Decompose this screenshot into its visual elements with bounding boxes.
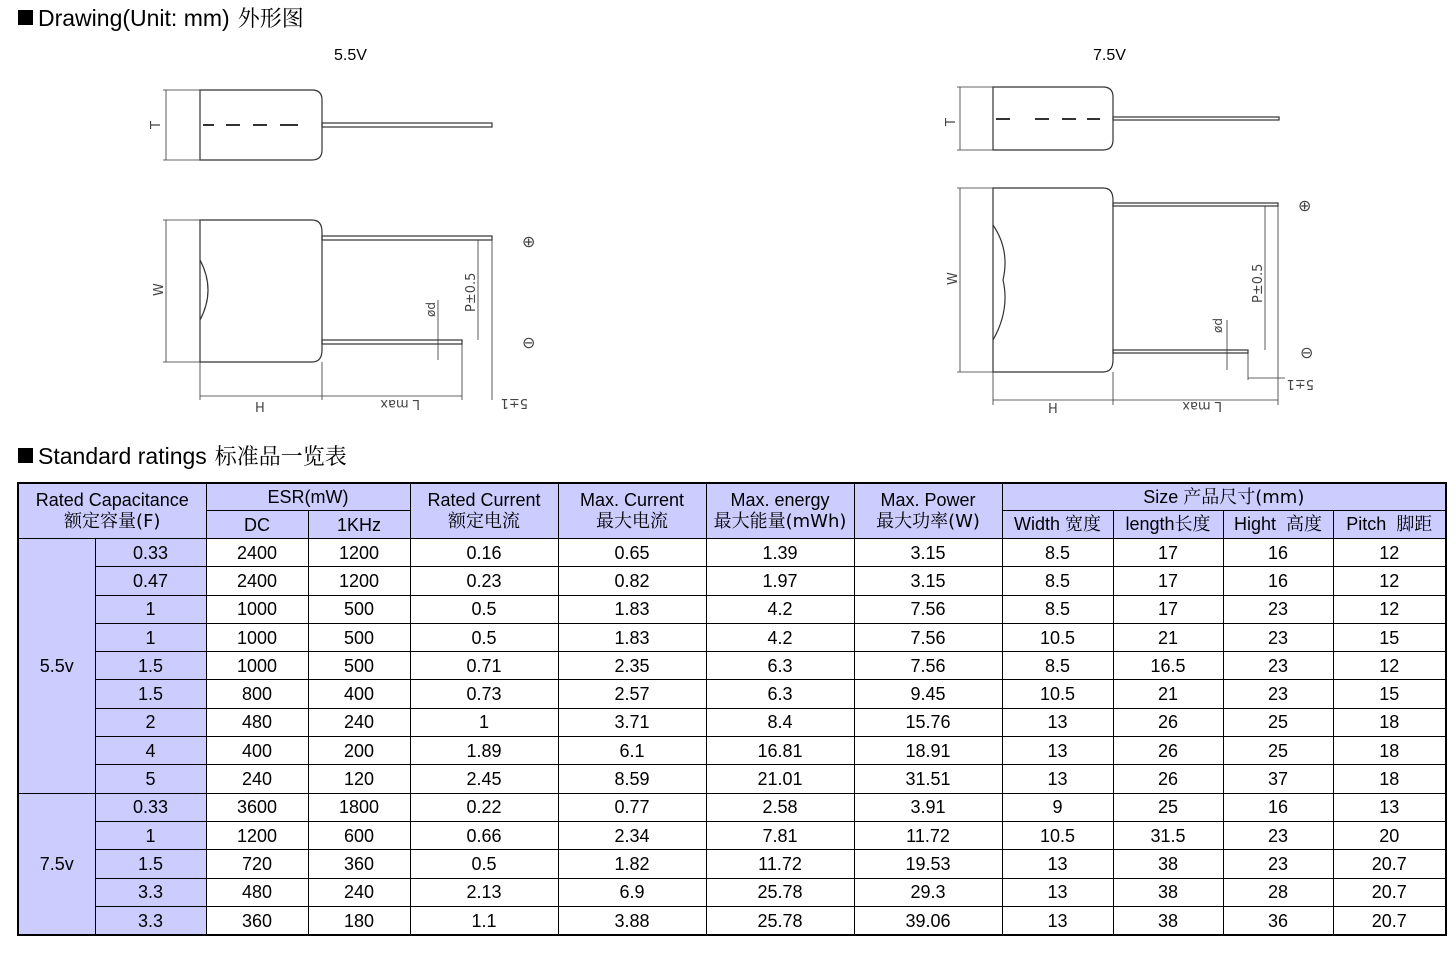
header-max-power-cn: 最大功率(W) <box>876 511 980 532</box>
drawing-7v5-od-label: ød <box>1211 318 1225 333</box>
header-esr-1khz: 1KHz <box>308 511 410 539</box>
table-cell: 7.56 <box>854 595 1002 623</box>
table-cell: 25 <box>1113 793 1223 821</box>
table-cell: 38 <box>1113 878 1223 906</box>
capacitance-cell: 3.3 <box>95 878 206 906</box>
table-cell: 7.81 <box>706 821 854 849</box>
table-cell: 9 <box>1002 793 1113 821</box>
table-cell: 15.76 <box>854 708 1002 736</box>
table-cell: 26 <box>1113 765 1223 793</box>
table-cell: 360 <box>206 906 308 935</box>
table-cell: 1000 <box>206 652 308 680</box>
table-cell: 1200 <box>308 539 410 567</box>
table-cell: 7.56 <box>854 623 1002 651</box>
table-cell: 20 <box>1333 821 1446 849</box>
table-cell: 19.53 <box>854 850 1002 878</box>
table-cell: 2.13 <box>410 878 558 906</box>
table-cell: 11.72 <box>706 850 854 878</box>
header-width-en: Width <box>1014 514 1061 534</box>
drawing-7v5-top-view <box>957 87 1279 150</box>
header-hight <box>1223 511 1333 539</box>
table-cell: 0.23 <box>410 567 558 595</box>
header-hight-en: Hight <box>1234 514 1277 534</box>
header-capacitance-en: Rated Capacitance <box>35 490 189 510</box>
drawing-5v5-pitch-label: P±0.5 <box>464 272 479 312</box>
table-cell: 20.7 <box>1333 850 1446 878</box>
header-pitch-cn: 脚距 <box>1396 514 1433 535</box>
table-cell: 0.5 <box>410 595 558 623</box>
table-cell: 240 <box>308 878 410 906</box>
drawing-7v5-pitch-label: P±0.5 <box>1251 263 1266 303</box>
table-cell: 13 <box>1002 906 1113 935</box>
table-cell: 23 <box>1223 680 1333 708</box>
table-cell: 3.88 <box>558 906 706 935</box>
table-cell: 3.15 <box>854 539 1002 567</box>
drawing-7v5-side-view <box>957 188 1285 405</box>
table-cell: 13 <box>1002 850 1113 878</box>
header-capacitance <box>18 483 206 539</box>
table-cell: 0.71 <box>410 652 558 680</box>
table-cell: 6.9 <box>558 878 706 906</box>
table-cell: 600 <box>308 821 410 849</box>
capacitance-cell: 1 <box>95 821 206 849</box>
table-cell: 31.51 <box>854 765 1002 793</box>
table-cell: 38 <box>1113 850 1223 878</box>
table-cell: 26 <box>1113 737 1223 765</box>
table-cell: 800 <box>206 680 308 708</box>
drawing-heading-cn: 外形图 <box>237 7 304 32</box>
table-cell: 29.3 <box>854 878 1002 906</box>
drawing-5v5-h-label: H <box>255 401 265 416</box>
table-row <box>18 708 1446 736</box>
ratings-heading <box>18 440 347 471</box>
table-cell: 36 <box>1223 906 1333 935</box>
table-cell: 2400 <box>206 567 308 595</box>
table-cell: 17 <box>1113 595 1223 623</box>
drawing-7v5-t-label: T <box>944 118 959 126</box>
table-cell: 180 <box>308 906 410 935</box>
table-cell: 1.89 <box>410 737 558 765</box>
table-cell: 1000 <box>206 595 308 623</box>
ratings-heading-cn: 标准品一览表 <box>214 445 347 470</box>
table-cell: 13 <box>1333 793 1446 821</box>
table-cell: 28 <box>1223 878 1333 906</box>
table-cell: 15 <box>1333 623 1446 651</box>
header-max-current-cn: 最大电流 <box>596 511 669 532</box>
table-cell: 11.72 <box>854 821 1002 849</box>
table-cell: 2.35 <box>558 652 706 680</box>
ratings-heading-text: Standard ratings <box>38 443 207 469</box>
table-cell: 8.5 <box>1002 567 1113 595</box>
table-row <box>18 878 1446 906</box>
table-cell: 10.5 <box>1002 821 1113 849</box>
table-cell: 240 <box>206 765 308 793</box>
header-max-energy-cn: 最大能量(mWh) <box>713 511 847 532</box>
table-cell: 480 <box>206 878 308 906</box>
table-cell: 18.91 <box>854 737 1002 765</box>
table-cell: 1.82 <box>558 850 706 878</box>
capacitance-cell: 1 <box>95 595 206 623</box>
drawing-5v5-t-label: T <box>149 121 164 129</box>
table-cell: 8.5 <box>1002 595 1113 623</box>
table-cell: 2.58 <box>706 793 854 821</box>
table-cell: 1800 <box>308 793 410 821</box>
table-cell: 0.65 <box>558 539 706 567</box>
table-cell: 21.01 <box>706 765 854 793</box>
table-cell: 23 <box>1223 821 1333 849</box>
table-cell: 9.45 <box>854 680 1002 708</box>
header-max-energy <box>706 483 854 539</box>
table-cell: 17 <box>1113 567 1223 595</box>
table-cell: 20.7 <box>1333 906 1446 935</box>
header-width <box>1002 511 1113 539</box>
table-cell: 12 <box>1333 539 1446 567</box>
table-cell: 6.1 <box>558 737 706 765</box>
capacitance-cell: 3.3 <box>95 906 206 935</box>
table-cell: 1 <box>410 708 558 736</box>
table-cell: 0.22 <box>410 793 558 821</box>
drawing-7v5 <box>0 0 1456 430</box>
table-cell: 25 <box>1223 737 1333 765</box>
table-row <box>18 737 1446 765</box>
header-pitch-en: Pitch <box>1346 514 1387 534</box>
ratings-table <box>17 482 1447 936</box>
table-cell: 200 <box>308 737 410 765</box>
table-cell: 2.34 <box>558 821 706 849</box>
table-cell: 23 <box>1223 652 1333 680</box>
table-cell: 1200 <box>308 567 410 595</box>
table-cell: 120 <box>308 765 410 793</box>
table-cell: 0.82 <box>558 567 706 595</box>
table-cell: 23 <box>1223 850 1333 878</box>
table-row <box>18 595 1446 623</box>
table-cell: 2.57 <box>558 680 706 708</box>
header-max-power-en: Max. Power <box>880 490 976 510</box>
table-cell: 0.16 <box>410 539 558 567</box>
table-cell: 8.4 <box>706 708 854 736</box>
table-cell: 400 <box>206 737 308 765</box>
table-cell: 13 <box>1002 708 1113 736</box>
table-cell: 3.71 <box>558 708 706 736</box>
header-size-en: Size <box>1143 486 1179 507</box>
header-rated-current <box>410 483 558 539</box>
drawing-5v5-label: 5.5V <box>334 47 367 64</box>
header-size <box>1002 483 1446 511</box>
table-cell: 2.45 <box>410 765 558 793</box>
table-cell: 0.66 <box>410 821 558 849</box>
table-cell: 23 <box>1223 595 1333 623</box>
drawing-5v5-w-label: W <box>152 283 167 296</box>
table-cell: 16 <box>1223 539 1333 567</box>
capacitance-cell: 0.33 <box>95 539 206 567</box>
table-cell: 240 <box>308 708 410 736</box>
table-cell: 12 <box>1333 652 1446 680</box>
table-row <box>18 906 1446 935</box>
table-cell: 20.7 <box>1333 878 1446 906</box>
capacitance-cell: 5 <box>95 765 206 793</box>
table-cell: 18 <box>1333 708 1446 736</box>
table-cell: 37 <box>1223 765 1333 793</box>
header-capacitance-cn: 额定容量(F) <box>64 511 161 532</box>
table-cell: 18 <box>1333 765 1446 793</box>
header-pitch <box>1333 511 1446 539</box>
header-length <box>1113 511 1223 539</box>
table-cell: 360 <box>308 850 410 878</box>
table-cell: 13 <box>1002 737 1113 765</box>
table-cell: 720 <box>206 850 308 878</box>
table-row <box>18 765 1446 793</box>
table-cell: 0.77 <box>558 793 706 821</box>
table-cell: 16.5 <box>1113 652 1223 680</box>
voltage-group-cell: 7.5v <box>18 793 95 935</box>
table-cell: 10.5 <box>1002 680 1113 708</box>
table-cell: 38 <box>1113 906 1223 935</box>
capacitance-cell: 2 <box>95 708 206 736</box>
table-cell: 16 <box>1223 567 1333 595</box>
header-rated-current-en: Rated Current <box>427 490 541 510</box>
table-cell: 10.5 <box>1002 623 1113 651</box>
table-row <box>18 623 1446 651</box>
header-esr: ESR(mW) <box>206 483 410 511</box>
capacitance-cell: 1.5 <box>95 850 206 878</box>
table-cell: 18 <box>1333 737 1446 765</box>
table-cell: 12 <box>1333 595 1446 623</box>
table-cell: 6.3 <box>706 680 854 708</box>
drawing-7v5-h-label: H <box>1048 402 1058 417</box>
table-cell: 1.97 <box>706 567 854 595</box>
table-row <box>18 539 1446 567</box>
header-max-energy-en: Max. energy <box>730 490 830 510</box>
drawing-7v5-five-label: 5±1 <box>1286 376 1314 391</box>
table-row <box>18 821 1446 849</box>
drawing-7v5-minus-icon: ⊖ <box>1300 343 1314 362</box>
table-cell: 1.39 <box>706 539 854 567</box>
capacitance-cell: 0.33 <box>95 793 206 821</box>
table-row <box>18 652 1446 680</box>
table-cell: 1.83 <box>558 623 706 651</box>
table-cell: 400 <box>308 680 410 708</box>
header-length-cn: 长度 <box>1174 514 1211 535</box>
table-cell: 8.5 <box>1002 652 1113 680</box>
square-bullet-icon <box>18 448 33 463</box>
table-cell: 6.3 <box>706 652 854 680</box>
table-cell: 500 <box>308 652 410 680</box>
table-cell: 3.15 <box>854 567 1002 595</box>
capacitance-cell: 4 <box>95 737 206 765</box>
drawing-heading-text: Drawing(Unit: mm) <box>38 5 230 31</box>
table-cell: 3600 <box>206 793 308 821</box>
table-cell: 15 <box>1333 680 1446 708</box>
header-size-cn: 产品尺寸(mm) <box>1183 486 1305 508</box>
table-cell: 13 <box>1002 765 1113 793</box>
table-cell: 25.78 <box>706 878 854 906</box>
header-length-en: length <box>1125 514 1175 534</box>
table-row <box>18 850 1446 878</box>
table-cell: 23 <box>1223 623 1333 651</box>
table-cell: 480 <box>206 708 308 736</box>
table-cell: 21 <box>1113 623 1223 651</box>
drawing-5v5-minus-icon: ⊖ <box>522 333 536 352</box>
table-cell: 0.5 <box>410 623 558 651</box>
table-cell: 500 <box>308 595 410 623</box>
table-cell: 16 <box>1223 793 1333 821</box>
table-cell: 4.2 <box>706 595 854 623</box>
header-rated-current-cn: 额定电流 <box>448 511 521 532</box>
table-cell: 7.56 <box>854 652 1002 680</box>
drawing-5v5-five-label: 5±1 <box>500 395 528 410</box>
table-cell: 1000 <box>206 623 308 651</box>
drawing-5v5-lmax-label: L max <box>380 396 420 411</box>
drawing-5v5-plus-icon: ⊕ <box>522 232 536 251</box>
table-cell: 0.5 <box>410 850 558 878</box>
table-cell: 31.5 <box>1113 821 1223 849</box>
table-cell: 26 <box>1113 708 1223 736</box>
table-row <box>18 680 1446 708</box>
table-cell: 25.78 <box>706 906 854 935</box>
table-cell: 17 <box>1113 539 1223 567</box>
capacitance-cell: 0.47 <box>95 567 206 595</box>
header-max-current-en: Max. Current <box>580 490 685 510</box>
table-cell: 1.1 <box>410 906 558 935</box>
header-width-cn: 宽度 <box>1065 514 1102 535</box>
drawing-7v5-lmax-label: L max <box>1182 398 1222 413</box>
table-cell: 500 <box>308 623 410 651</box>
ratings-table-body <box>18 539 1446 936</box>
capacitance-cell: 1.5 <box>95 652 206 680</box>
table-cell: 8.59 <box>558 765 706 793</box>
table-cell: 8.5 <box>1002 539 1113 567</box>
capacitance-cell: 1 <box>95 623 206 651</box>
drawing-5v5-od-label: ød <box>424 302 438 317</box>
table-cell: 16.81 <box>706 737 854 765</box>
table-cell: 21 <box>1113 680 1223 708</box>
table-cell: 0.73 <box>410 680 558 708</box>
header-esr-dc: DC <box>206 511 308 539</box>
table-cell: 1200 <box>206 821 308 849</box>
header-hight-cn: 高度 <box>1286 514 1323 535</box>
table-cell: 12 <box>1333 567 1446 595</box>
table-cell: 13 <box>1002 878 1113 906</box>
table-cell: 4.2 <box>706 623 854 651</box>
table-cell: 39.06 <box>854 906 1002 935</box>
drawing-7v5-plus-icon: ⊕ <box>1298 196 1312 215</box>
table-row <box>18 567 1446 595</box>
table-cell: 25 <box>1223 708 1333 736</box>
drawing-7v5-label: 7.5V <box>1093 47 1126 64</box>
capacitance-cell: 1.5 <box>95 680 206 708</box>
header-max-current <box>558 483 706 539</box>
table-row <box>18 793 1446 821</box>
table-cell: 2400 <box>206 539 308 567</box>
drawing-7v5-w-label: W <box>946 272 961 285</box>
voltage-group-cell: 5.5v <box>18 539 95 794</box>
table-header-row-1 <box>18 483 1446 511</box>
table-cell: 1.83 <box>558 595 706 623</box>
header-max-power <box>854 483 1002 539</box>
table-cell: 3.91 <box>854 793 1002 821</box>
